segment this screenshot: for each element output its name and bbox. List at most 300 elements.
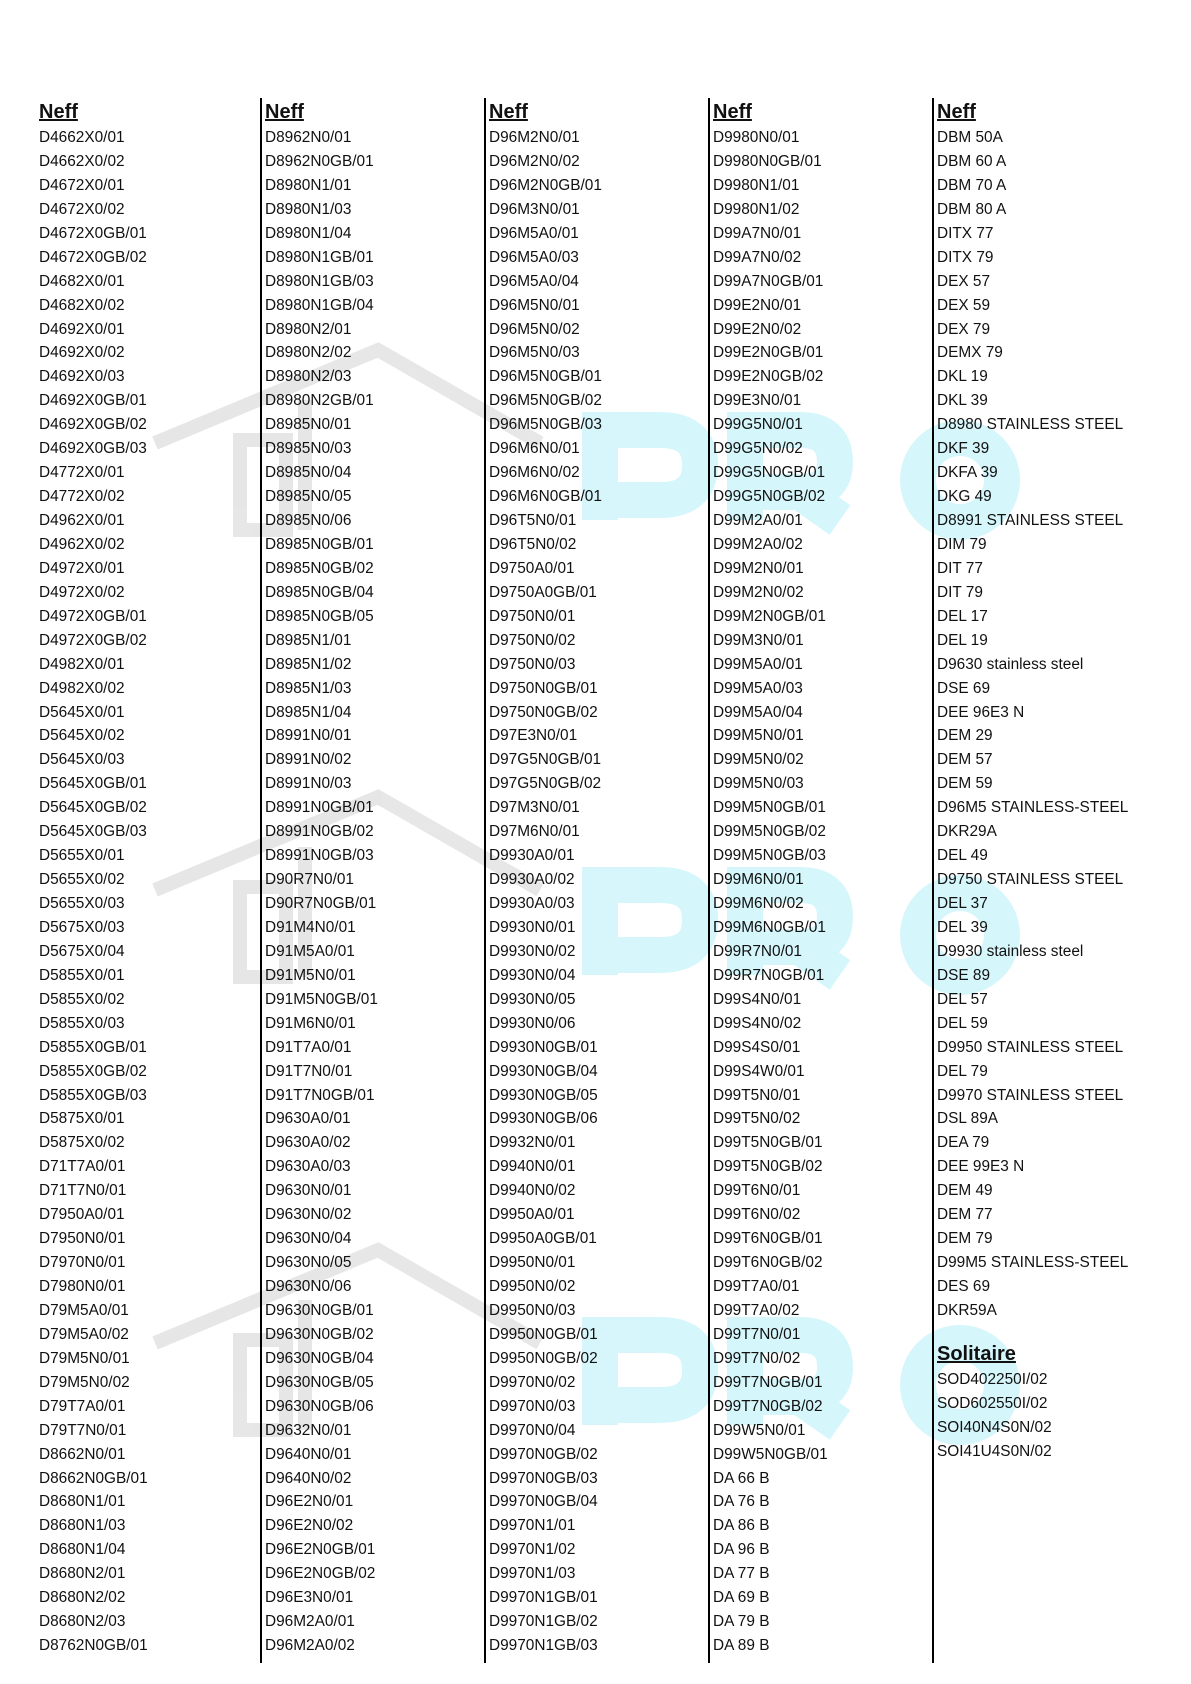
model-number: D99E3N0/01: [713, 392, 802, 410]
model-number: D4772X0/01: [39, 464, 125, 482]
model-number: D99A7N0GB/01: [713, 272, 824, 290]
model-number: D97M3N0/01: [489, 799, 580, 817]
model-number: DEM 79: [937, 1230, 993, 1248]
model-number: D8985N1/02: [265, 655, 352, 673]
model-number: D96M5A0/04: [489, 272, 579, 290]
model-number: D9930A0/02: [489, 871, 575, 889]
model-number: D99T7A0/01: [713, 1278, 800, 1295]
model-number: D99M5A0/03: [713, 679, 803, 697]
model-number: D99M5A0/04: [713, 703, 803, 721]
model-number: DA 66 B: [713, 1469, 770, 1487]
model-number: D99S4N0/01: [713, 990, 802, 1008]
model-number: D99T5N0/01: [713, 1086, 801, 1104]
column-heading: Neff: [937, 101, 976, 123]
model-number: D8680N2/03: [39, 1613, 126, 1631]
model-number: D4662X0/02: [39, 152, 125, 170]
model-number: DEE 99E3 N: [937, 1158, 1025, 1176]
model-number: D5855X0/03: [39, 1014, 125, 1032]
model-number: D9930A0/01: [489, 847, 575, 865]
model-number: SOD402250I/02: [937, 1370, 1048, 1388]
model-number: DBM 50A: [937, 129, 1003, 146]
model-number: D4772X0/02: [39, 488, 125, 506]
model-number: D9630N0GB/06: [265, 1397, 374, 1415]
column-heading: Neff: [265, 101, 304, 123]
model-number: D99A7N0/01: [713, 224, 802, 242]
model-number: D99M2N0/02: [713, 583, 804, 601]
model-number: D8991N0/02: [265, 751, 352, 769]
model-number: D5645X0GB/01: [39, 775, 147, 793]
model-number: D96M3N0/01: [489, 200, 580, 218]
model-number: D8980N2/02: [265, 344, 352, 362]
model-number: D71T7N0/01: [39, 1182, 127, 1200]
model-number: D99M5A0/01: [713, 655, 803, 673]
model-number: D9970N0/04: [489, 1421, 576, 1439]
model-number: D4962X0/01: [39, 512, 125, 529]
model-number: D99W5N0/01: [713, 1421, 806, 1439]
model-number: D99G5N0GB/02: [713, 488, 826, 506]
model-number: D4972X0GB/02: [39, 631, 147, 649]
model-number: DKL 39: [937, 392, 988, 410]
model-number: D8980N2/03: [265, 368, 352, 386]
column-heading: Neff: [489, 101, 528, 123]
model-number: D4692X0GB/01: [39, 392, 147, 410]
model-number: D4982X0/02: [39, 679, 125, 697]
model-number: D8980N1GB/01: [265, 248, 374, 266]
model-number: D5875X0/02: [39, 1134, 125, 1152]
model-number: DEM 57: [937, 751, 993, 769]
model-number: D8980 STAINLESS STEEL: [937, 416, 1124, 434]
model-number: D9930N0/05: [489, 990, 576, 1008]
model-number: D99M6N0GB/01: [713, 918, 826, 936]
model-number: D99T7N0GB/01: [713, 1373, 823, 1391]
model-number: D5855X0GB/01: [39, 1038, 147, 1056]
model-number: D99T6N0/01: [713, 1182, 801, 1200]
model-number: D96T5N0/01: [489, 512, 577, 529]
model-number: D91M5N0GB/01: [265, 990, 378, 1008]
model-number: DBM 80 A: [937, 200, 1007, 218]
model-number: D99S4W0/01: [713, 1062, 805, 1080]
model-number: D9630 stainless steel: [937, 655, 1084, 673]
model-number: D97G5N0GB/01: [489, 751, 602, 769]
model-number: D96M2N0GB/01: [489, 176, 602, 194]
column-heading: Neff: [713, 101, 752, 123]
model-number: D79M5N0/01: [39, 1349, 130, 1367]
model-number: D96M5A0/01: [489, 224, 579, 242]
model-number: DSL 89A: [937, 1110, 999, 1128]
model-number: D96M2A0/02: [265, 1637, 355, 1655]
model-number: D8991N0/01: [265, 727, 352, 745]
model-number: D9970N1/01: [489, 1517, 576, 1535]
model-number: D7950N0/01: [39, 1230, 126, 1248]
model-number: D9750N0/01: [489, 607, 576, 625]
model-number: DEA 79: [937, 1134, 990, 1152]
model-number: D9750 STAINLESS STEEL: [937, 871, 1124, 889]
model-number: DKF 39: [937, 440, 990, 458]
model-number: DEX 59: [937, 296, 991, 314]
model-number: D4692X0/03: [39, 368, 125, 386]
model-number: D96M5N0/02: [489, 320, 580, 338]
model-number: D4962X0/02: [39, 535, 125, 553]
model-number: DEL 37: [937, 895, 988, 912]
model-number: D9930A0/03: [489, 895, 575, 912]
model-number: DA 89 B: [713, 1637, 770, 1655]
model-number: D9980N1/01: [713, 176, 800, 194]
model-number: DIT 77: [937, 559, 983, 577]
model-number: D90R7N0/01: [265, 871, 354, 889]
solitaire-heading: Solitaire: [937, 1342, 1016, 1365]
model-number: D4682X0/01: [39, 272, 125, 290]
model-number: D99M5N0/03: [713, 775, 804, 793]
model-number: D8680N2/02: [39, 1589, 126, 1607]
model-number: D9970N0GB/04: [489, 1493, 598, 1511]
model-number: D9750N0GB/02: [489, 703, 598, 721]
model-number: DITX 79: [937, 248, 994, 266]
model-number: D8980N1/04: [265, 224, 352, 242]
model-number: D99E2N0/02: [713, 320, 802, 338]
model-number: D9930N0/02: [489, 942, 576, 960]
model-number: DA 77 B: [713, 1565, 770, 1583]
model-number: D96M5A0/03: [489, 248, 579, 266]
model-number: D5675X0/04: [39, 942, 125, 960]
model-number: D90R7N0GB/01: [265, 895, 377, 912]
model-number: D99T5N0GB/01: [713, 1134, 823, 1152]
model-number: D79M5A0/01: [39, 1301, 129, 1319]
model-number: DEL 59: [937, 1014, 988, 1032]
model-number: D9950N0GB/01: [489, 1325, 598, 1343]
model-number: DEMX 79: [937, 344, 1003, 362]
model-number: DA 76 B: [713, 1493, 770, 1511]
model-number: D8962N0GB/01: [265, 152, 374, 170]
model-number: D8662N0GB/01: [39, 1469, 148, 1487]
model-number: D5645X0GB/03: [39, 823, 147, 841]
model-number: D9980N0GB/01: [713, 152, 822, 170]
model-number: D96E2N0GB/01: [265, 1541, 376, 1559]
model-number: D9630A0/02: [265, 1134, 351, 1152]
model-number: D8985N0GB/01: [265, 535, 374, 553]
model-number: D8980N1/03: [265, 200, 352, 218]
model-number: D9930 stainless steel: [937, 942, 1084, 960]
model-number: DEM 77: [937, 1206, 993, 1224]
model-number: D99M5N0GB/01: [713, 799, 826, 817]
model-number: D79M5A0/02: [39, 1325, 129, 1343]
model-number: DES 69: [937, 1278, 991, 1295]
model-number: D9630N0GB/04: [265, 1349, 374, 1367]
model-list: [39, 126, 249, 1658]
model-number: D8985N1/03: [265, 679, 352, 697]
model-number: D99M5N0GB/03: [713, 847, 826, 865]
model-number: D91M4N0/01: [265, 918, 356, 936]
model-number: D99A7N0/02: [713, 248, 802, 266]
model-number: D99R7N0GB/01: [713, 966, 825, 984]
model-number: D99E2N0/01: [713, 296, 802, 314]
column-3: [484, 98, 696, 1663]
model-number: D79T7N0/01: [39, 1421, 127, 1439]
model-number: D9630N0/05: [265, 1254, 352, 1272]
model-number: DIM 79: [937, 535, 987, 553]
model-number: DEX 79: [937, 320, 991, 338]
model-number: D99M5N0/02: [713, 751, 804, 769]
model-number: D9630N0/02: [265, 1206, 352, 1224]
model-number: D9930N0GB/04: [489, 1062, 598, 1080]
model-number: D79M5N0/02: [39, 1373, 130, 1391]
model-number: D8985N1/01: [265, 631, 352, 649]
model-number: D99S4N0/02: [713, 1014, 802, 1032]
model-number: D8980N1GB/04: [265, 296, 374, 314]
model-number: D9970N1GB/01: [489, 1589, 598, 1607]
model-number: D4972X0/02: [39, 583, 125, 601]
model-number: D99G5N0GB/01: [713, 464, 826, 482]
model-number: DEM 29: [937, 727, 993, 745]
model-number: D99T6N0GB/02: [713, 1254, 823, 1272]
model-number: D5655X0/01: [39, 847, 125, 865]
solitaire-model-list: [937, 1368, 1179, 1464]
model-number: D5655X0/02: [39, 871, 125, 889]
model-number: D9632N0/01: [265, 1421, 352, 1439]
model-list: [937, 126, 1179, 1323]
model-number: D8985N0/06: [265, 512, 352, 529]
model-number: D9930N0/01: [489, 918, 576, 936]
model-number: D4672X0GB/02: [39, 248, 147, 266]
model-number: D96E2N0GB/02: [265, 1565, 376, 1583]
model-number: D4982X0/01: [39, 655, 125, 673]
model-number: D9630N0GB/01: [265, 1301, 374, 1319]
model-number: D9640N0/02: [265, 1469, 352, 1487]
model-number: DEL 19: [937, 631, 988, 649]
model-number: D71T7A0/01: [39, 1158, 126, 1176]
model-number: D96M5N0GB/02: [489, 392, 602, 410]
model-number: DSE 89: [937, 966, 991, 984]
model-number: D5655X0/03: [39, 895, 125, 912]
model-number: D96M5 STAINLESS-STEEL: [937, 799, 1129, 817]
model-number: D99T7A0/02: [713, 1301, 800, 1319]
model-number: DKG 49: [937, 488, 992, 506]
model-number: D8985N0/03: [265, 440, 352, 458]
model-number: D96E2N0/02: [265, 1517, 354, 1535]
model-number: D9630N0/04: [265, 1230, 352, 1248]
model-number: D96M5N0GB/01: [489, 368, 602, 386]
model-number: D91T7A0/01: [265, 1038, 352, 1056]
model-number: D8980N2GB/01: [265, 392, 374, 410]
model-number: D5645X0/03: [39, 751, 125, 769]
column-2: [260, 98, 472, 1663]
model-number: D9750N0/02: [489, 631, 576, 649]
model-number: D99G5N0/01: [713, 416, 803, 434]
model-number: D99R7N0/01: [713, 942, 802, 960]
model-number: D99T7N0/02: [713, 1349, 801, 1367]
model-number: D9970N0/02: [489, 1373, 576, 1391]
model-number: D4672X0/02: [39, 200, 125, 218]
model-number: D8680N2/01: [39, 1565, 126, 1583]
model-number: DBM 60 A: [937, 152, 1007, 170]
model-number: D9930N0/06: [489, 1014, 576, 1032]
model-number: D8991 STAINLESS STEEL: [937, 512, 1124, 529]
model-number: D8991N0GB/01: [265, 799, 374, 817]
model-number: D96E3N0/01: [265, 1589, 354, 1607]
model-number: D5855X0GB/03: [39, 1086, 147, 1104]
model-number: D8662N0/01: [39, 1445, 126, 1463]
model-number: D4672X0/01: [39, 176, 125, 194]
model-number: D5855X0/01: [39, 966, 125, 984]
column-1: [39, 98, 249, 1658]
model-number: D99M2N0/01: [713, 559, 804, 577]
model-number: D9750A0GB/01: [489, 583, 597, 601]
model-number: D97G5N0GB/02: [489, 775, 602, 793]
model-number: DBM 70 A: [937, 176, 1007, 194]
model-number: D99T7N0/01: [713, 1325, 801, 1343]
model-number: D5645X0/02: [39, 727, 125, 745]
model-number: D99M3N0/01: [713, 631, 804, 649]
model-number: D4692X0GB/03: [39, 440, 147, 458]
model-number: D99E2N0GB/01: [713, 344, 824, 362]
model-number: D9950A0GB/01: [489, 1230, 597, 1248]
model-number: DEM 49: [937, 1182, 993, 1200]
model-number: D9930N0GB/01: [489, 1038, 598, 1056]
model-number: D97E3N0/01: [489, 727, 578, 745]
model-number: D96M5N0GB/03: [489, 416, 602, 434]
model-number: D4682X0/02: [39, 296, 125, 314]
model-number: D96M5N0/01: [489, 296, 580, 314]
model-number: D9940N0/01: [489, 1158, 576, 1176]
model-number: D99M5N0/01: [713, 727, 804, 745]
model-number: D4972X0/01: [39, 559, 125, 577]
model-number: DEL 79: [937, 1062, 988, 1080]
model-number: DITX 77: [937, 224, 994, 242]
model-number: D9950N0/02: [489, 1278, 576, 1295]
model-number: D9980N1/02: [713, 200, 800, 218]
model-number: D4692X0/01: [39, 320, 125, 338]
model-number: D9970N1GB/03: [489, 1637, 598, 1655]
model-number: D9630A0/03: [265, 1158, 351, 1176]
model-list: [713, 126, 920, 1658]
model-number: D97M6N0/01: [489, 823, 580, 841]
model-number: D9970N0GB/02: [489, 1445, 598, 1463]
model-number: D8762N0GB/01: [39, 1637, 148, 1655]
model-number: D9630N0/01: [265, 1182, 352, 1200]
model-number: D96T5N0/02: [489, 535, 577, 553]
model-number: D9750A0/01: [489, 559, 575, 577]
model-number: D9932N0/01: [489, 1134, 576, 1152]
model-number: D9980N0/01: [713, 129, 800, 146]
model-number: DEL 39: [937, 918, 988, 936]
model-number: D4692X0/02: [39, 344, 125, 362]
model-number: D8680N1/04: [39, 1541, 126, 1559]
model-number: D9930N0GB/05: [489, 1086, 598, 1104]
model-number: D8680N1/03: [39, 1517, 126, 1535]
model-number: D96M6N0/02: [489, 464, 580, 482]
model-number: D99M2A0/02: [713, 535, 803, 553]
model-number: D9640N0/01: [265, 1445, 352, 1463]
model-number: D99T5N0GB/02: [713, 1158, 823, 1176]
model-number: D9630N0GB/05: [265, 1373, 374, 1391]
model-number: D9930N0GB/06: [489, 1110, 598, 1128]
model-number: D99M5 STAINLESS-STEEL: [937, 1254, 1129, 1272]
model-number: D99M2N0GB/01: [713, 607, 826, 625]
model-number: D9940N0/02: [489, 1182, 576, 1200]
model-number: DKR29A: [937, 823, 997, 841]
model-number: D96E2N0/01: [265, 1493, 354, 1511]
model-number: D9630N0/06: [265, 1278, 352, 1295]
model-number: D9970 STAINLESS STEEL: [937, 1086, 1124, 1104]
model-number: D99W5N0GB/01: [713, 1445, 828, 1463]
model-number: D8991N0/03: [265, 775, 352, 793]
model-number: SOI40N4S0N/02: [937, 1418, 1052, 1436]
model-number: D91T7N0/01: [265, 1062, 353, 1080]
model-number: D96M6N0/01: [489, 440, 580, 458]
model-number: D99M5N0GB/02: [713, 823, 826, 841]
model-number: D79T7A0/01: [39, 1397, 126, 1415]
model-number: D96M6N0GB/01: [489, 488, 602, 506]
model-number: D9750N0GB/01: [489, 679, 598, 697]
model-number: D5855X0/02: [39, 990, 125, 1008]
model-number: D99S4S0/01: [713, 1038, 801, 1056]
model-number: D96M2N0/02: [489, 152, 580, 170]
model-number: DEL 17: [937, 607, 988, 625]
model-number: D99T5N0/02: [713, 1110, 801, 1128]
model-number: SOD602550I/02: [937, 1394, 1048, 1412]
column-heading: Neff: [39, 101, 78, 123]
model-number: D7970N0/01: [39, 1254, 126, 1272]
model-number: D8991N0GB/03: [265, 847, 374, 865]
model-number: D5645X0/01: [39, 703, 125, 721]
model-number: DEL 57: [937, 990, 988, 1008]
model-number: D5875X0/01: [39, 1110, 125, 1128]
model-number: D8985N0GB/05: [265, 607, 374, 625]
model-number: D9630A0/01: [265, 1110, 351, 1128]
model-number: D8985N0/05: [265, 488, 352, 506]
model-number: D91M5N0/01: [265, 966, 356, 984]
model-number: D7950A0/01: [39, 1206, 125, 1224]
model-number: D4692X0GB/02: [39, 416, 147, 434]
model-number: D5675X0/03: [39, 918, 125, 936]
column-4: [708, 98, 920, 1663]
model-number: D96M5N0/03: [489, 344, 580, 362]
model-number: DA 86 B: [713, 1517, 770, 1535]
model-number: D99G5N0/02: [713, 440, 803, 458]
model-number: D99M6N0/02: [713, 895, 804, 912]
model-number: D9930N0/04: [489, 966, 576, 984]
model-number: D9950A0/01: [489, 1206, 575, 1224]
model-number: DA 69 B: [713, 1589, 770, 1607]
model-number: DEM 59: [937, 775, 993, 793]
model-number: D96M2N0/01: [489, 129, 580, 146]
model-number: DKFA 39: [937, 464, 998, 482]
model-number: D7980N0/01: [39, 1278, 126, 1295]
model-number: D9970N0/03: [489, 1397, 576, 1415]
model-number: D9950 STAINLESS STEEL: [937, 1038, 1124, 1056]
model-number: D8985N1/04: [265, 703, 352, 721]
model-number: D9950N0/01: [489, 1254, 576, 1272]
model-number: DA 79 B: [713, 1613, 770, 1631]
model-number: D99M2A0/01: [713, 512, 803, 529]
model-number: D8980N1GB/03: [265, 272, 374, 290]
model-number: D4672X0GB/01: [39, 224, 147, 242]
model-list: [265, 126, 472, 1658]
model-number: D8980N1/01: [265, 176, 352, 194]
model-number: D99E2N0GB/02: [713, 368, 824, 386]
model-number: DSE 69: [937, 679, 991, 697]
model-number: D9950N0/03: [489, 1301, 576, 1319]
model-number: DEX 57: [937, 272, 991, 290]
model-number: D8985N0/04: [265, 464, 352, 482]
model-number: D8680N1/01: [39, 1493, 126, 1511]
model-number: D8980N2/01: [265, 320, 352, 338]
model-number: D91M5A0/01: [265, 942, 355, 960]
model-number: D96M2A0/01: [265, 1613, 355, 1631]
model-number: D4972X0GB/01: [39, 607, 147, 625]
model-number: DIT 79: [937, 583, 983, 601]
model-number: D91M6N0/01: [265, 1014, 356, 1032]
model-number: D99T6N0GB/01: [713, 1230, 823, 1248]
